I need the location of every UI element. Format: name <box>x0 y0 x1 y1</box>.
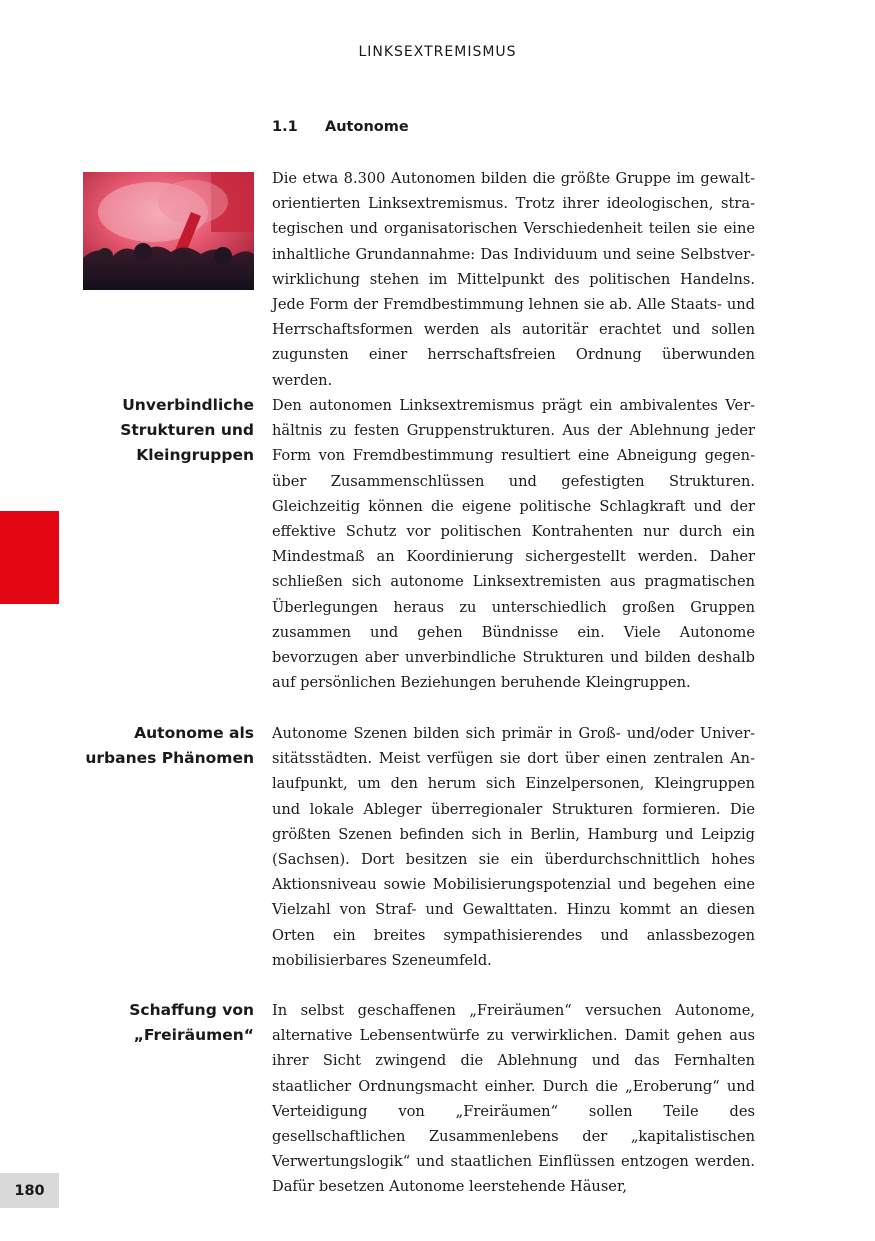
side-label-unverbindliche-strukturen: Unverbindliche Strukturen und Kleingruppen <box>120 396 254 465</box>
side-label-urbanes-phaenomen: Autonome als urbanes Phänomen <box>85 724 254 768</box>
paragraph-urbanes-phaenomen: Autonome Szenen bilden sich primär in Groß- und/oder Universitätsstädten. Meist verfügen sie dort über einen zentralen Anlaufpunkt, um den herum sich Einzelpersonen, Kleingruppen und lokale Ableger überregionaler Strukturen formieren. Die größten Szenen befinden sich in Berlin, Hamburg und Leipzig (Sachsen). Dort besitzen sie ein überdurchschnittlich hohes Aktionsniveau sowie Mobilisierungspotenzial und begehen eine Vielzahl von Straf- und Gewalttaten. Hinzu kommt an diesen Orten ein breites sympathisierendes und anlassbezogen mobilisierbares Szeneumfeld. <box>272 725 755 969</box>
section-heading <box>272 119 409 135</box>
running-head: LINKSEXTREMISMUS <box>358 44 517 60</box>
section-title: Autonome <box>325 119 409 135</box>
demonstration-photo <box>83 172 254 290</box>
page-number: 180 <box>0 1173 59 1208</box>
section-number: 1.1 <box>272 119 298 135</box>
paragraph-freiraeume: In selbst geschaffenen „Freiräumen“ versuchen Autonome, alternative Lebensentwürfe zu verwirklichen. Damit gehen aus ihrer Sicht zwingend die Ablehnung und das Fernhalten staatlicher Ordnungsmacht einher. Durch die „Eroberung“ und Verteidigung von „Freiräumen“ sollen Teile des gesellschaftlichen Zusammenlebens der „kapitalistischen Verwertungslogik“ und staatlichen Einflüssen entzogen werden. Dafür besetzen Autonome leerstehende Häuser, <box>272 1002 755 1196</box>
paragraph-unverbindliche-strukturen: Den autonomen Linksextremismus prägt ein ambivalentes Verhältnis zu festen Gruppenstrukturen. Aus der Ablehnung jeder Form von Fremdbestimmung resultiert eine Abneigung gegenüber Zusammenschlüssen und gefestigten Strukturen. Gleichzeitig können die eigene politische Schlagkraft und der effektive Schutz vor politischen Kontrahenten nur durch ein Mindestmaß an Koordinierung sichergestellt werden. Daher schließen sich autonome Linksextremisten aus pragmatischen Überlegungen heraus zu unterschiedlich großen Gruppen zusammen und gehen Bündnisse ein. Viele Autonome bevorzugen aber unverbindliche Strukturen und bilden deshalb auf persönlichen Beziehungen beruhende Kleingruppen. <box>272 397 755 692</box>
chapter-color-tab <box>0 511 59 604</box>
side-label-freiraeume: Schaffung von „Freiräumen“ <box>129 1001 254 1045</box>
paragraph-intro: Die etwa 8.300 Autonomen bilden die größte Gruppe im gewaltorientierten Linksextremismus. Trotz ihrer ideologischen, strategischen und organisatorischen Verschiedenheit teilen sie eine inhaltliche Grundannahme: Das Individuum und seine Selbstverwirklichung stehen im Mittelpunkt des politischen Handelns. Jede Form der Fremdbestimmung lehnen sie ab. Alle Staats- und Herrschaftsformen werden als autoritär erachtet und sollen zugunsten einer herrschaftsfreien Ordnung überwunden werden. <box>272 170 755 389</box>
